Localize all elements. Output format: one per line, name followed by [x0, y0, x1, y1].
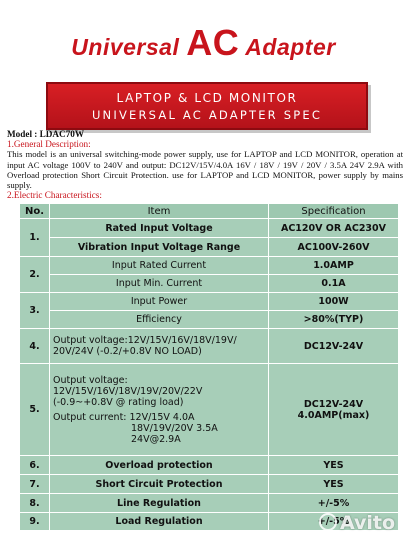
table-row [20, 275, 399, 293]
item-line: Output current: 12V/15V 4.0A [53, 411, 195, 423]
avito-logo-icon [319, 513, 337, 531]
row-number: 6. [20, 456, 50, 475]
spec-banner [46, 82, 368, 130]
model-label: Model : LDAC70W [7, 129, 85, 139]
banner-line-2: UNIVERSAL AC ADAPTER SPEC [91, 108, 323, 122]
item-line: 18V/19V/20V 3.5A [131, 422, 218, 434]
item-line: (-0.9~+0.8V @ rating load) [53, 396, 184, 408]
row-number: 1. [20, 219, 50, 257]
row-number: 5. [20, 364, 50, 456]
spec-cell: 100W [269, 293, 399, 311]
spec-line: 4.0AMP(max) [297, 409, 370, 421]
spec-cell: 0.1A [269, 275, 399, 293]
item-line: 20V/24V (-0.2/+0.8V NO LOAD) [53, 346, 202, 357]
spec-cell: AC120V OR AC230V [269, 219, 399, 238]
title-part: Universal [71, 34, 187, 60]
page-title [0, 22, 407, 64]
header-item: Item [50, 204, 269, 219]
spec-cell: YES [269, 475, 399, 494]
table-row [20, 257, 399, 275]
item-cell: Short Circuit Protection [50, 475, 269, 494]
table-row [20, 238, 399, 257]
item-cell: Overload protection [50, 456, 269, 475]
table-row [20, 475, 399, 494]
spec-table [19, 203, 399, 531]
item-cell: Vibration Input Voltage Range [50, 238, 269, 257]
spec-cell: +/-5% [269, 494, 399, 513]
row-number: 4. [20, 329, 50, 364]
general-description-text: This model is an universal switching-mode power supply, use for LAPTOP and LCD MONITOR, operation at input AC voltage 100V to 240V and output: DC12V/15V/4.0A 16V / 18V / 19V / 20V / 3.5A 24V 2.9A with Overload protection Short Circuit Protection. use for LAPTOP and LCD MONITOR, power supply by mains supply. [7, 149, 403, 191]
item-cell: Input Power [50, 293, 269, 311]
table-row [20, 364, 399, 456]
spec-cell: >80%(TYP) [269, 311, 399, 329]
spec-cell [269, 364, 399, 456]
header-no: No. [20, 204, 50, 219]
item-cell: Input Min. Current [50, 275, 269, 293]
spec-cell: AC100V-260V [269, 238, 399, 257]
row-number: 2. [20, 257, 50, 293]
spec-line: DC12V-24V [303, 398, 364, 410]
section-electric-characteristics: 2.Electric Characteristics: [7, 190, 102, 201]
item-cell: Load Regulation [50, 513, 269, 531]
table-row [20, 219, 399, 238]
banner-line-1: LAPTOP & LCD MONITOR [116, 91, 298, 105]
table-row [20, 494, 399, 513]
item-cell: Line Regulation [50, 494, 269, 513]
row-number: 9. [20, 513, 50, 531]
title-ac: AC [186, 22, 240, 63]
item-line: 12V/15V/16V/18V/19V/20V/22V [53, 385, 203, 397]
item-cell [50, 364, 269, 456]
row-number: 8. [20, 494, 50, 513]
watermark-text: Avito [339, 512, 395, 534]
item-line: Output voltage: [53, 374, 128, 386]
spec-cell: +/-5% [269, 513, 399, 531]
spec-cell: YES [269, 456, 399, 475]
table-header-row [20, 204, 399, 219]
spec-cell: 1.0AMP [269, 257, 399, 275]
description-block [7, 129, 403, 200]
title-part: Adapter [239, 34, 336, 60]
item-cell [50, 329, 269, 364]
item-line: 24V@2.9A [131, 433, 181, 445]
item-line: Output voltage:12V/15V/16V/18V/19V/ [53, 335, 237, 346]
table-row [20, 293, 399, 311]
table-row [20, 329, 399, 364]
table-row [20, 456, 399, 475]
spec-cell: DC12V-24V [269, 329, 399, 364]
row-number: 7. [20, 475, 50, 494]
row-number: 3. [20, 293, 50, 329]
item-cell: Input Rated Current [50, 257, 269, 275]
item-cell: Efficiency [50, 311, 269, 329]
item-cell: Rated Input Voltage [50, 219, 269, 238]
table-row [20, 311, 399, 329]
section-general-description: 1.General Description: [7, 139, 91, 150]
header-spec: Specification [269, 204, 399, 219]
avito-watermark [319, 512, 395, 534]
